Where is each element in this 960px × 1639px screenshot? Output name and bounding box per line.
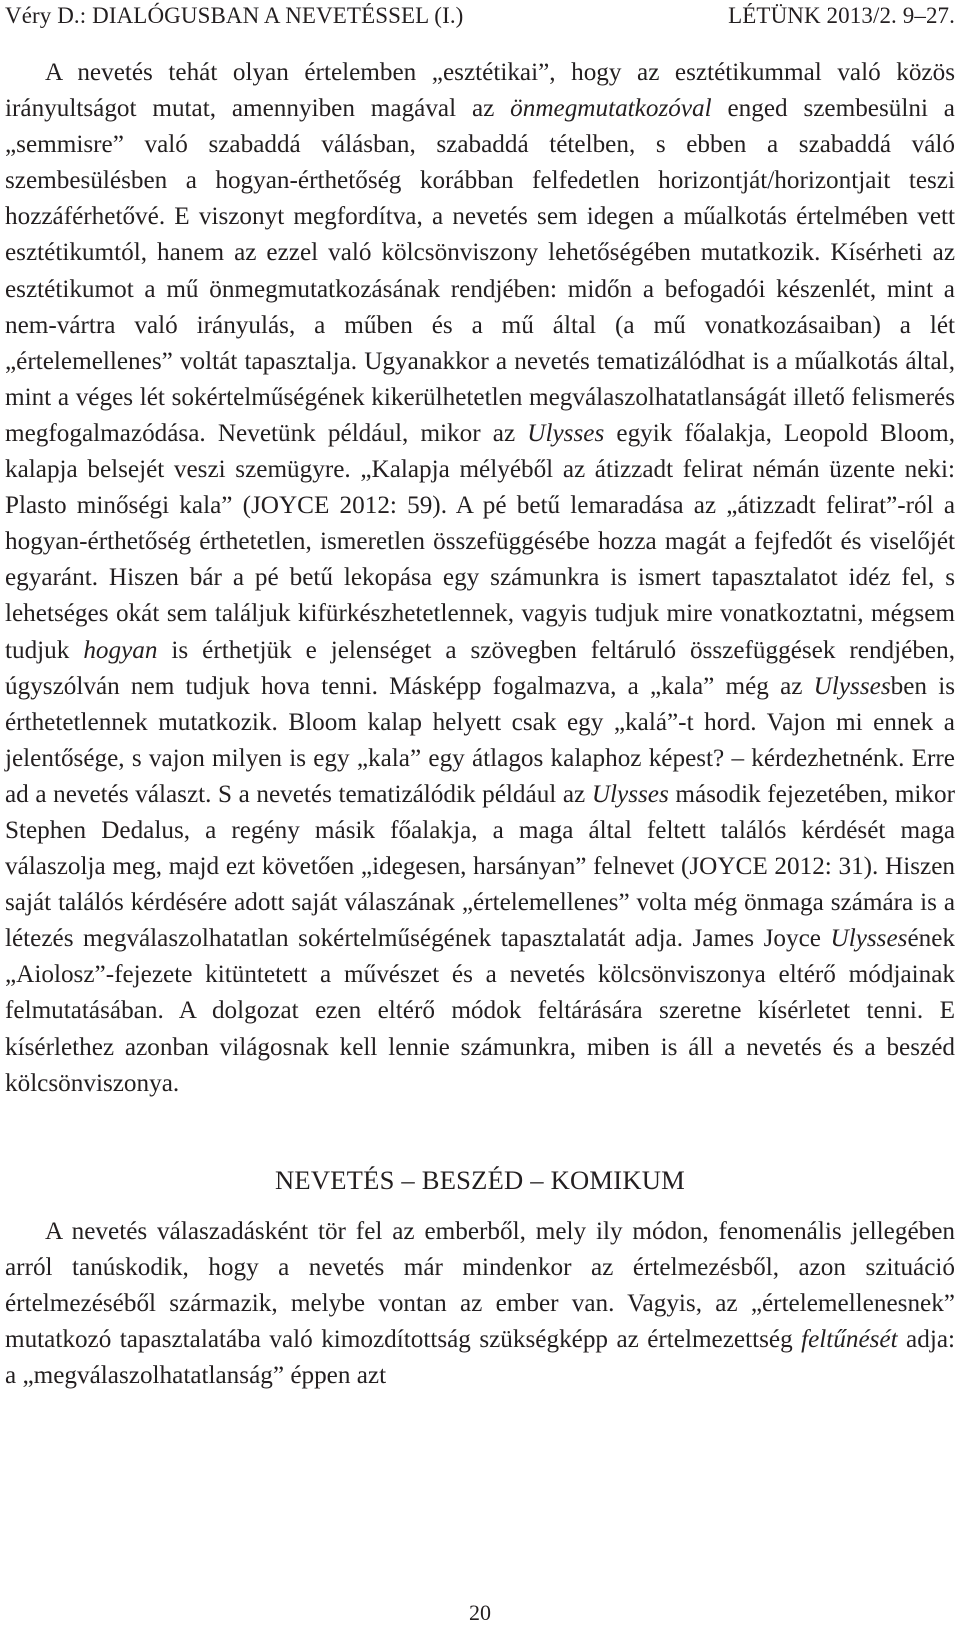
p2-segment: adja: a „megválaszolhatatlanság” éppen azt xyxy=(5,1326,955,1390)
page-number: 20 xyxy=(469,1600,491,1625)
p1-italic-segment: hogyan xyxy=(83,636,158,664)
p1-segment: ben is érthetetlennek mutatkozik. Bloom kalap helyett csak egy „kalá”-t hord. Vajon mi ennek a jelentősége, s vajon milyen is egy „kala” egy átlagos kalaphoz képest? – kérdezhetnénk. Erre ad a nevetés választ. S a nevetés tematizálódik például az xyxy=(5,672,955,808)
paragraph-2 xyxy=(5,1214,955,1394)
p1-italic-segment: Ulysses xyxy=(813,672,891,700)
p1-segment: második fejezetében, mikor Stephen Dedalus, a regény másik főalakja, a maga által feltett találós kérdését maga válaszolja meg, majd ezt követően „idegesen, harsányan” felnevet (JOYCE 2012: 31). Hiszen saját találós kérdésére adott saját válaszának „értelemellenes” volta még önmaga számára is a létezés megválaszolhatatlan sokértelműségének tapasztalatát adja. James Joyce xyxy=(5,780,955,953)
p1-segment: enged szembesülni a „semmisre” való szabaddá válásban, szabaddá tételben, s ebben a szabaddá váló szembesülésben a hogyan-érthetőség korábban felfedetlen horizontját/horizontjait teszi hozzáférhetővé. E viszonyt megfordítva, a nevetés sem idegen a műalkotás értelmében vett esztétikumtól, hanem az ezzel való kölcsönviszony lehetőségében mutatkozik. Kísérheti az esztétikumot a mű önmegmutatkozásának rendjében: midőn a befogadói készenlét, mint a nem-vártra való irányulás, a műben és a mű által (a mű vonatkozásaiban) a lét „értelemellenes” voltát tapasztalja. Ugyanakkor a nevetés tematizálódhat is a műalkotás által, mint a véges lét sokértelműségének kikerülhetetlen megválaszolhatatlanságát illető felismerés megfogalmazódása. Nevetünk például, mikor az xyxy=(5,95,955,447)
p1-segment: is érthetjük e jelenséget a szövegben feltáruló összefüggések rendjében, úgyszólván nem tudjuk hova tenni. Másképp fogalmazva, a „kala” még az xyxy=(5,636,955,700)
p1-segment: ének „Aiolosz”-fejezete kitüntetett a művészet és a nevetés kölcsönviszonya eltérő módjainak felmutatásában. A dolgozat ezen eltérő módok feltárására szeretne kísérletet tenni. E kísérlethez azonban világosnak kell lennie számunkra, miben is áll a nevetés és a beszéd kölcsönviszonya. xyxy=(5,925,955,1097)
p1-segment: A nevetés tehát olyan értelemben „esztétikai”, hogy az esztétikummal való közös irányultságot mutat, amennyiben magával az xyxy=(5,59,955,123)
p1-italic-segment: Ulysses xyxy=(591,780,669,808)
body-text xyxy=(5,55,955,1394)
p2-segment: A nevetés válaszadásként tör fel az emberből, mely ily módon, fenomenális jellegében arról tanúskodik, hogy a nevetés már mindenkor az értelmezésből, azon szituáció értelmezéséből származik, melybe vontan az ember van. Vagyis, az „értelemellenesnek” mutatkozó tapasztalatába való kimozdítottság szükségképp az értelmezettség xyxy=(5,1217,955,1353)
p1-italic-segment: Ulysses xyxy=(830,925,908,953)
paragraph-1 xyxy=(5,55,955,1102)
header-journal-citation: LÉTÜNK 2013/2. 9–27. xyxy=(728,3,955,28)
p2-italic-segment: feltűnését xyxy=(801,1326,898,1353)
running-header xyxy=(5,3,955,31)
p1-italic-segment: önmegmutatkozóval xyxy=(510,95,712,123)
p1-segment: egyik főalakja, Leopold Bloom, kalapja belsejét veszi szemügyre. „Kalapja mélyéből az átizzadt felirat némán üzente neki: Plasto minőségi kala” (JOYCE 2012: 59). A pé betű lemaradása az „átizzadt felirat”-ról a hogyan-érthetőség érthetetlen, ismeretlen összefüggésébe hozza magát a fejfedőt és viselőjét egyaránt. Hiszen bár a pé betű lekopása egy számunkra is ismert tapasztalatot idéz fel, s lehetséges okát sem találjuk kifürkészhetetlennek, vagyis tudjuk mire vonatkoztatni, mégsem tudjuk xyxy=(5,419,955,664)
header-author-title: Véry D.: DIALÓGUSBAN A NEVETÉSSEL (I.) xyxy=(5,3,464,28)
section-heading: NEVETÉS – BESZÉD – KOMIKUM xyxy=(274,1164,685,1195)
p1-italic-segment: Ulysses xyxy=(527,419,605,447)
